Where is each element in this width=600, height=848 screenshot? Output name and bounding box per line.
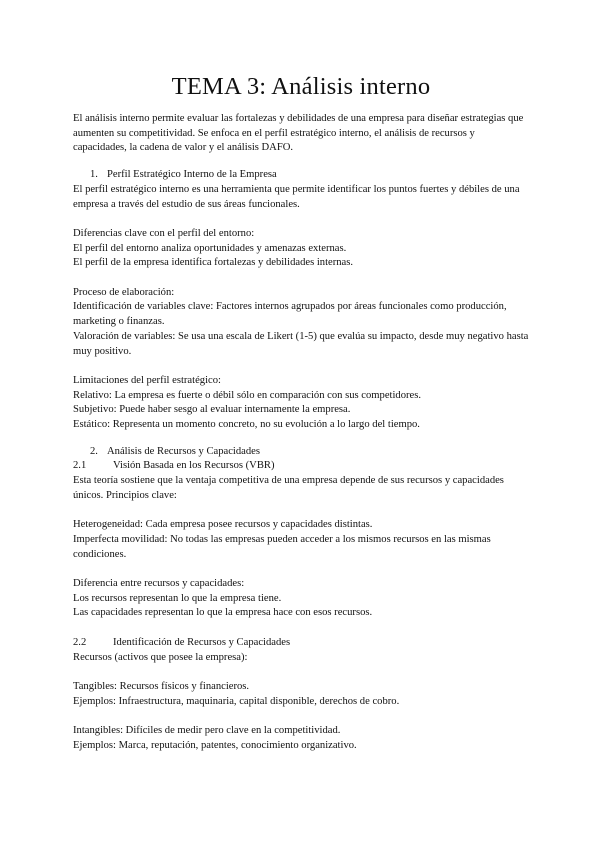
section-1-diff-item: El perfil del entorno analiza oportunidades y amenazas externas. <box>73 242 347 254</box>
subsection-2-2-heading <box>73 636 529 651</box>
section-1-diff-item: El perfil de la empresa identifica fortalezas y debilidades internas. <box>73 257 354 269</box>
tangibles-examples: Ejemplos: Infraestructura, maquinaria, capital disponible, derechos de cobro. <box>73 695 400 707</box>
subsection-2-1-heading-text: Visión Basada en los Recursos (VBR) <box>113 460 275 472</box>
subsection-2-2-body: Recursos (activos que posee la empresa): <box>73 651 248 663</box>
intro-paragraph: El análisis interno permite evaluar las fortalezas y debilidades de una empresa para diseñar estrategias que aumenten su competitividad. Se enfoca en el perfil estratégico interno, el análisis de recursos y capacidades, la cadena de valor y el análisis DAFO. <box>73 113 524 154</box>
section-1-lim-item: Relativo: La empresa es fuerte o débil sólo en comparación con sus competidores. <box>73 389 422 401</box>
section-2-diff-item: Los recursos representan lo que la empresa tiene. <box>73 592 282 604</box>
section-1-proc-title: Proceso de elaboración: <box>73 286 175 298</box>
document-page <box>73 72 529 753</box>
subsection-2-1-body: Esta teoría sostiene que la ventaja competitiva de una empresa depende de sus recursos y capacidades únicos. Principios clave: <box>73 475 504 501</box>
intangibles-examples: Ejemplos: Marca, reputación, patentes, conocimiento organizativo. <box>73 739 357 751</box>
section-1-lim-item: Estático: Representa un momento concreto, no su evolución a lo largo del tiempo. <box>73 419 420 431</box>
page-title: TEMA 3: Análisis interno <box>171 73 431 100</box>
principle-item: Imperfecta movilidad: No todas las empresas pueden acceder a los mismos recursos en las mismas condiciones. <box>73 533 491 560</box>
section-1-heading <box>73 168 529 183</box>
intangibles-line: Intangibles: Difíciles de medir pero clave en la competitividad. <box>73 725 341 736</box>
section-1-proc-item: Valoración de variables: Se usa una escala de Likert (1-5) que evalúa su impacto, desde muy negativo hasta muy positivo. <box>73 330 529 357</box>
principle-item: Heterogeneidad: Cada empresa posee recursos y capacidades distintas. <box>73 519 373 531</box>
section-1-lim-title: Limitaciones del perfil estratégico: <box>73 374 221 386</box>
section-2-heading <box>73 445 529 460</box>
section-1-body: El perfil estratégico interno es una herramienta que permite identificar los puntos fuertes y débiles de una empresa a través del estudio de sus áreas funcionales. <box>73 183 520 210</box>
section-1-lim-item: Subjetivo: Puede haber sesgo al evaluar internamente la empresa. <box>73 404 351 416</box>
section-2-number: 2. <box>90 445 98 457</box>
section-2-heading-text: Análisis de Recursos y Capacidades <box>107 445 260 457</box>
subsection-2-1-number: 2.1 <box>73 460 87 472</box>
section-1-proc-item: Identificación de variables clave: Factores internos agrupados por áreas funcionales como producción, marketing o finanzas. <box>73 301 507 328</box>
subsection-2-2-number: 2.2 <box>73 636 87 648</box>
section-2-diff-item: Las capacidades representan lo que la empresa hace con esos recursos. <box>73 607 373 619</box>
section-2-diff-title: Diferencia entre recursos y capacidades: <box>73 578 245 590</box>
subsection-2-1-heading <box>73 459 529 474</box>
section-1-heading-text: Perfil Estratégico Interno de la Empresa <box>107 169 277 181</box>
tangibles-line: Tangibles: Recursos físicos y financieros. <box>73 680 250 692</box>
subsection-2-2-heading-text: Identificación de Recursos y Capacidades <box>113 636 291 648</box>
section-1-diff-title: Diferencias clave con el perfil del entorno: <box>73 227 255 239</box>
section-1-number: 1. <box>90 169 98 181</box>
